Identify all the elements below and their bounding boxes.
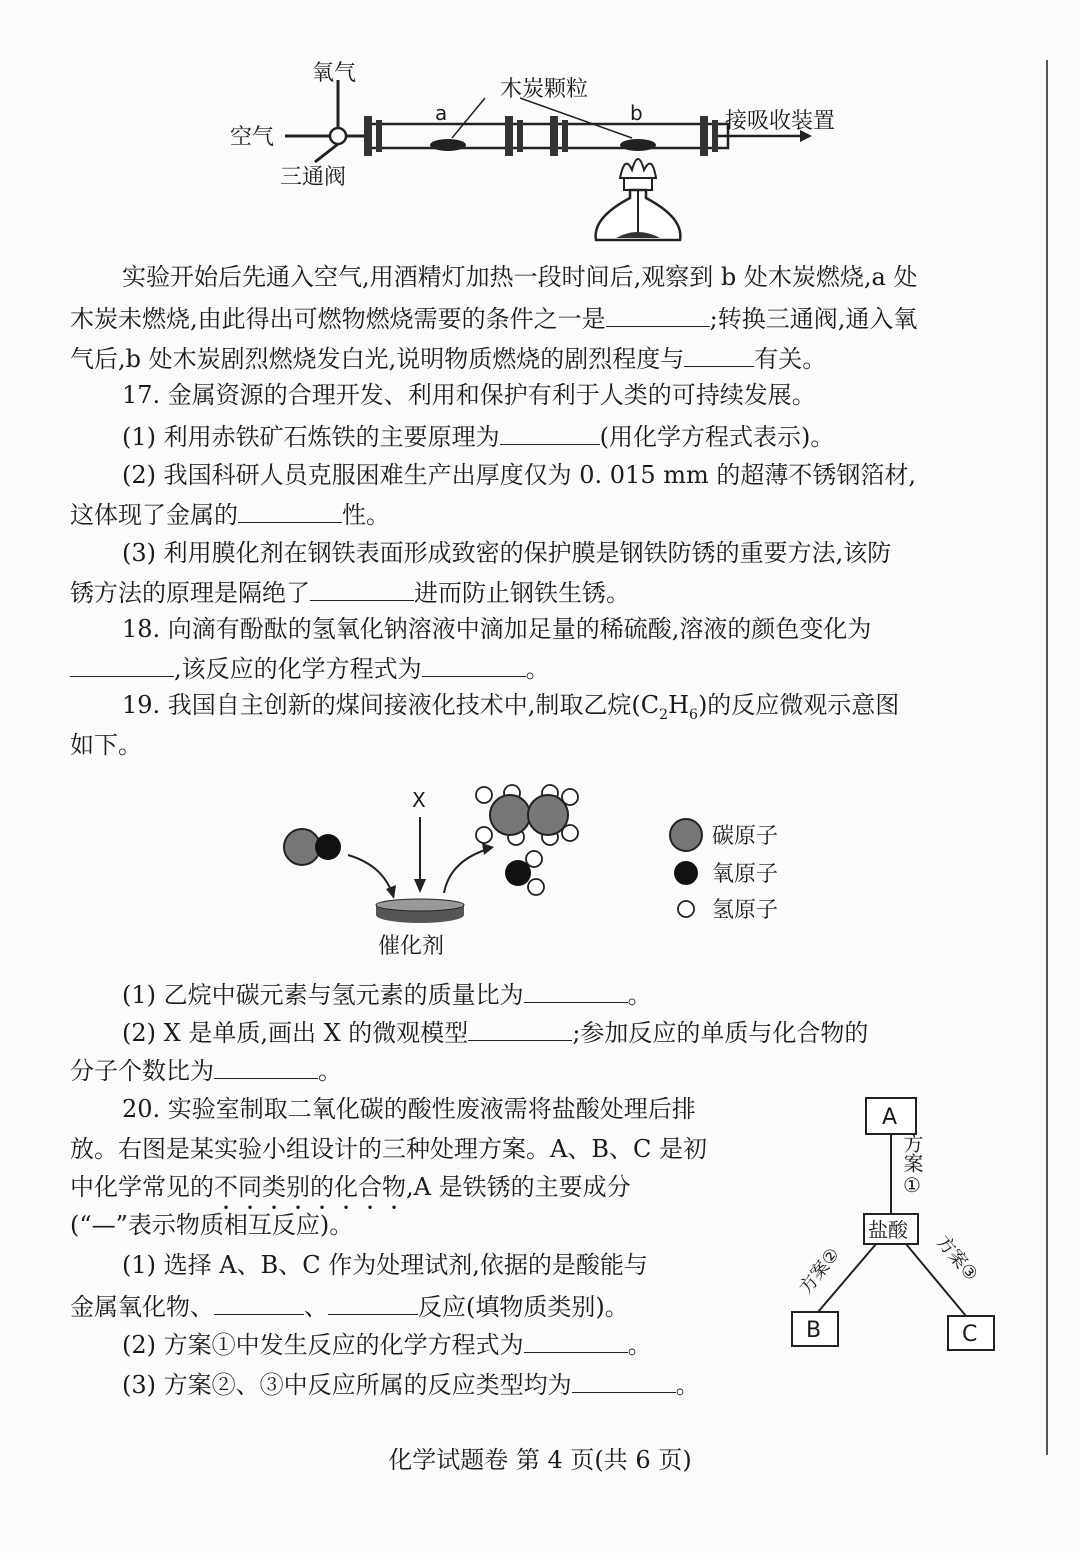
answer-blank[interactable] [524, 1328, 628, 1353]
q19-part2-line1: (2) X 是单质,画出 X 的微观模型 ;参加反应的单质与化合物的 [122, 1016, 868, 1048]
q19-part1: (1) 乙烷中碳元素与氢元素的质量比为 。 [122, 978, 652, 1010]
box-b: B [806, 1318, 822, 1343]
answer-blank[interactable] [238, 498, 342, 523]
q20-part3: (3) 方案②、③中反应所属的反应类型均为 。 [122, 1368, 700, 1400]
legend-oxygen-icon [674, 861, 698, 885]
q20-line4: (“—”表示物质相互反应)。 [70, 1211, 354, 1239]
answer-blank[interactable] [606, 302, 710, 327]
q20-line3: 中化学常见的不同类别的化合物,A 是铁锈的主要成分 [70, 1173, 631, 1201]
q16-line3: 气后,b 处木炭剧烈燃烧发白光,说明物质燃烧的剧烈程度与 有关。 [70, 342, 826, 374]
q17-part3-line1: (3) 利用膜化剂在钢铁表面形成致密的保护膜是钢铁防锈的重要方法,该防 [122, 539, 892, 567]
q20-part2: (2) 方案①中发生反应的化学方程式为 。 [122, 1328, 652, 1360]
label-oxygen: 氧气 [312, 61, 357, 86]
reaction-micro-diagram [270, 775, 810, 965]
q18-line1: 18. 向滴有酚酞的氢氧化钠溶液中滴加足量的稀硫酸,溶液的颜色变化为 [122, 615, 872, 643]
combustion-apparatus-figure [220, 50, 840, 260]
label-plan1: 方案① [860, 1133, 924, 1157]
q17-part2-line2: 这体现了金属的 性。 [70, 498, 390, 530]
answer-blank[interactable] [422, 652, 526, 677]
answer-blank[interactable] [468, 1016, 572, 1041]
legend-carbon-label: 碳原子 [712, 824, 779, 849]
label-x: X [412, 788, 426, 812]
q19-line2: 如下。 [70, 731, 142, 759]
q20-part1-line1: (1) 选择 A、B、C 作为处理试剂,依据的是酸能与 [122, 1251, 648, 1279]
answer-blank[interactable] [328, 1290, 418, 1315]
margin-rule [1046, 60, 1048, 1455]
q19-line1: 19. 我国自主创新的煤间接液化技术中,制取乙烷$(C_2H_6)$的反应微观示意图 [122, 691, 900, 723]
charcoal-a [430, 139, 466, 151]
q17-part1: (1) 利用赤铁矿石炼铁的主要原理为 (用化学方程式表示)。 [122, 420, 834, 452]
label-absorb-device: 接吸收装置 [725, 109, 836, 134]
label-b: b [630, 101, 643, 125]
legend-hydrogen-icon [678, 901, 694, 917]
label-plan2: 方案② [795, 1244, 845, 1299]
q17-part2-line1: (2) 我国科研人员克服困难生产出厚度仅为 0. 015 mm 的超薄不锈钢箔材, [122, 461, 916, 489]
label-a: a [435, 101, 448, 125]
legend-oxygen-label: 氧原子 [712, 862, 779, 887]
q18-line2: ,该反应的化学方程式为 。 [70, 652, 550, 684]
box-a: A [882, 1105, 898, 1130]
label-plan3: 方案③ [932, 1231, 982, 1286]
answer-blank[interactable] [70, 652, 174, 677]
q17-stem: 17. 金属资源的合理开发、利用和保护有利于人类的可持续发展。 [122, 381, 816, 409]
label-air: 空气 [230, 125, 275, 150]
legend-carbon-icon [670, 819, 702, 851]
charcoal-b [620, 139, 656, 151]
label-three-way-valve: 三通阀 [280, 165, 347, 190]
box-c: C [962, 1322, 978, 1347]
water-molecule [505, 851, 544, 895]
legend-hydrogen-label: 氢原子 [712, 898, 779, 923]
answer-blank[interactable] [310, 576, 414, 601]
q16-line1: 实验开始后先通入空气,用酒精灯加热一段时间后,观察到 b 处木炭燃烧,a 处 [122, 263, 918, 291]
answer-blank[interactable] [572, 1368, 676, 1393]
q19-part2-line2: 分子个数比为 。 [70, 1054, 342, 1086]
label-catalyst: 催化剂 [378, 934, 445, 959]
emphasized-text: 不同类别的化合物 [214, 1173, 406, 1201]
q20-line1: 20. 实验室制取二氧化碳的酸性废液需将盐酸处理后排 [122, 1095, 696, 1123]
treatment-scheme-diagram [780, 1090, 1030, 1360]
label-charcoal: 木炭颗粒 [500, 77, 589, 102]
q17-part3-line2: 锈方法的原理是隔绝了 进而防止钢铁生锈。 [70, 576, 630, 608]
answer-blank[interactable] [214, 1054, 318, 1079]
q20-line2: 放。右图是某实验小组设计的三种处理方案。A、B、C 是初 [70, 1135, 707, 1163]
answer-blank[interactable] [500, 420, 600, 445]
answer-blank[interactable] [524, 978, 628, 1003]
page-footer: 化学试题卷 第 4 页(共 6 页) [388, 1446, 692, 1474]
answer-blank[interactable] [214, 1290, 304, 1315]
ethane-molecule [476, 785, 578, 845]
answer-blank[interactable] [684, 342, 754, 367]
q20-part1-line2: 金属氧化物、 、 反应(填物质类别)。 [70, 1290, 629, 1322]
box-acid: 盐酸 [868, 1218, 908, 1242]
q16-line2: 木炭未燃烧,由此得出可燃物燃烧需要的条件之一是 ;转换三通阀,通入氧 [70, 302, 917, 334]
